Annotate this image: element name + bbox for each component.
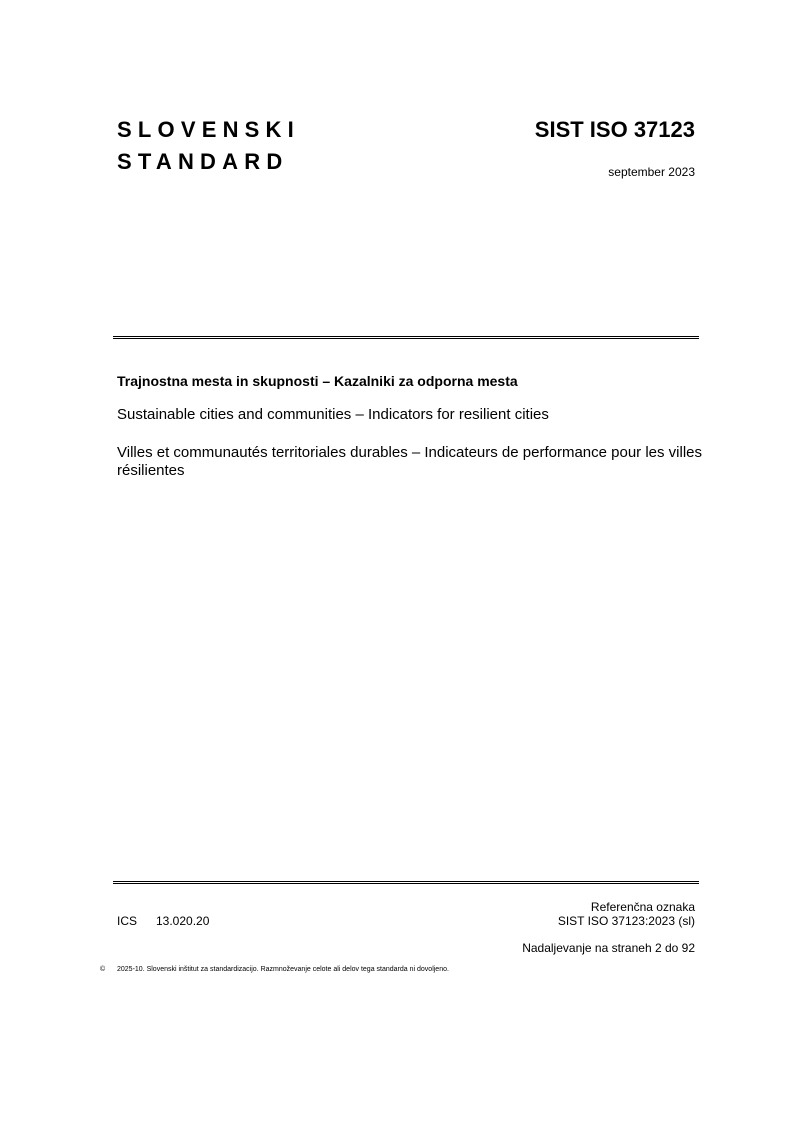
standard-code: SIST ISO 37123 — [534, 117, 695, 142]
standard-type-line1: SLOVENSKI — [117, 117, 300, 142]
title-english: Sustainable cities and communities – Indicators for resilient cities — [117, 406, 549, 423]
standard-type-line2: STANDARD — [117, 149, 289, 174]
reference-label: Referenčna oznaka — [590, 900, 695, 914]
continuation-note: Nadaljevanje na straneh 2 do 92 — [522, 941, 695, 955]
copyright-text: 2025-10. Slovenski inštitut za standardizacijo. Razmnoževanje celote ali delov tega standarda ni dovoljeno. — [117, 966, 449, 973]
title-french: Villes et communautés territoriales durables – Indicateurs de performance pour les villes résilientes — [117, 444, 703, 479]
publication-date: september 2023 — [608, 165, 695, 179]
title-slovenian: Trajnostna mesta in skupnosti – Kazalniki za odporna mesta — [117, 373, 518, 389]
reference-value: SIST ISO 37123:2023 (sl) — [557, 914, 695, 928]
bottom-divider — [113, 881, 699, 884]
ics-label: ICS — [117, 914, 138, 928]
ics-value: 13.020.20 — [156, 914, 210, 928]
copyright-symbol: © — [100, 966, 106, 973]
top-divider — [113, 336, 699, 339]
